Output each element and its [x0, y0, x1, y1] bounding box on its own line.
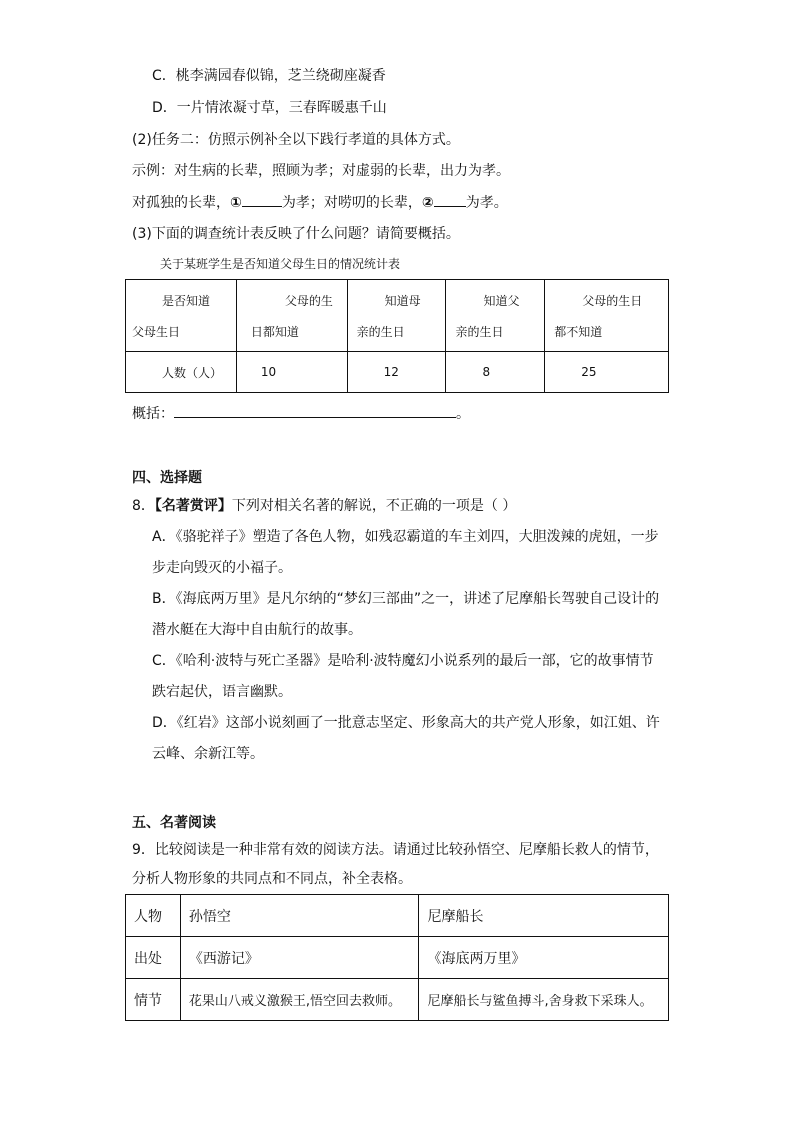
q8-option-b-line2: 潜水艇在大海中自由航行的故事。	[152, 622, 362, 638]
q8-stem	[132, 496, 516, 516]
survey-header-row	[126, 280, 669, 352]
option-c: C．桃李满园春似锦，芝兰绕砌座凝香	[152, 68, 386, 84]
q8-number: 8．	[132, 498, 155, 514]
q3-prompt: (3)下面的调查统计表反映了什么问题？请简要概括。	[132, 226, 460, 242]
survey-header-cell: 父母的生 日都知道	[236, 280, 347, 352]
comparison-cell: 情节	[126, 979, 181, 1021]
survey-table-title: 关于某班学生是否知道父母生日的情况统计表	[160, 257, 401, 271]
answer-blank-1[interactable]	[242, 192, 282, 207]
survey-row-label: 人数（人）	[126, 352, 237, 393]
survey-value: 10	[236, 352, 347, 393]
q8-option-d-line2: 云峰、余新江等。	[152, 746, 264, 762]
q2-prompt: (2)任务二：仿照示例补全以下践行孝道的具体方式。	[132, 132, 460, 148]
summary-label: 概括：	[132, 406, 174, 422]
comparison-cell: 尼摩船长与鲨鱼搏斗,舍身救下采珠人。	[419, 979, 669, 1021]
section-four-heading: 四、选择题	[132, 470, 202, 486]
comparison-row	[126, 979, 669, 1021]
q8-option-d-line1: D．《红岩》这部小说刻画了一批意志坚定、形象高大的共产党人形象，如江姐、许	[152, 715, 660, 731]
survey-header-cell: 父母的生日 都不知道	[545, 280, 669, 352]
q9-line1: 9．比较阅读是一种非常有效的阅读方法。请通过比较孙悟空、尼摩船长救人的情节，	[132, 842, 659, 858]
option-d: D．一片情浓凝寸草，三春晖暖惠千山	[152, 100, 387, 116]
q8-option-a-line1: A．《骆驼祥子》塑造了各色人物，如残忍霸道的车主刘四，大胆泼辣的虎妞，一步	[152, 529, 659, 545]
answer-blank-2[interactable]	[434, 192, 466, 207]
comparison-row	[126, 937, 669, 979]
q8-option-b-line1: B．《海底两万里》是凡尔纳的“梦幻三部曲”之一，讲述了尼摩船长驾驶自己设计的	[152, 591, 660, 607]
survey-table	[125, 279, 669, 393]
survey-value: 25	[545, 352, 669, 393]
survey-value: 8	[446, 352, 545, 393]
q2-fill-c: 为孝。	[465, 195, 508, 211]
q9-line2: 分析人物形象的共同点和不同点，补全表格。	[132, 871, 412, 887]
survey-value: 12	[347, 352, 446, 393]
comparison-row	[126, 895, 669, 937]
q2-fill-a: 对孤独的长辈，	[132, 195, 230, 211]
section-five-heading: 五、名著阅读	[132, 815, 216, 831]
blank-mark-2: ②	[421, 195, 434, 211]
survey-header-cell: 知道父 亲的生日	[446, 280, 545, 352]
comparison-cell: 孙悟空	[180, 895, 419, 937]
summary-answer-blank[interactable]	[174, 403, 456, 418]
q2-fill-line	[132, 192, 508, 213]
comparison-table	[125, 894, 669, 1021]
summary-line	[132, 403, 470, 424]
q8-text: 下列对相关名著的解说，不正确的一项是（ ）	[231, 498, 517, 514]
summary-end: 。	[456, 406, 470, 422]
comparison-cell: 人物	[126, 895, 181, 937]
survey-header-cell: 知道母 亲的生日	[347, 280, 446, 352]
q2-example: 示例：对生病的长辈，照顾为孝；对虚弱的长辈，出力为孝。	[132, 163, 510, 179]
q2-fill-b: 为孝；对唠叨的长辈，	[281, 195, 422, 211]
survey-header-cell: 是否知道 父母生日	[126, 280, 237, 352]
comparison-cell: 《海底两万里》	[419, 937, 669, 979]
comparison-cell: 《西游记》	[180, 937, 419, 979]
q8-option-a-line2: 步走向毁灭的小福子。	[152, 560, 292, 576]
q8-option-c-line1: C．《哈利·波特与死亡圣器》是哈利·波特魔幻小说系列的最后一部，它的故事情节	[152, 653, 654, 669]
q8-option-c-line2: 跌宕起伏，语言幽默。	[152, 684, 292, 700]
comparison-cell: 尼摩船长	[419, 895, 669, 937]
comparison-cell: 花果山八戒义激猴王,悟空回去救师。	[180, 979, 419, 1021]
blank-mark-1: ①	[230, 195, 242, 211]
comparison-cell: 出处	[126, 937, 181, 979]
q8-tag: 【名著赏评】	[154, 498, 232, 514]
survey-data-row	[126, 352, 669, 393]
